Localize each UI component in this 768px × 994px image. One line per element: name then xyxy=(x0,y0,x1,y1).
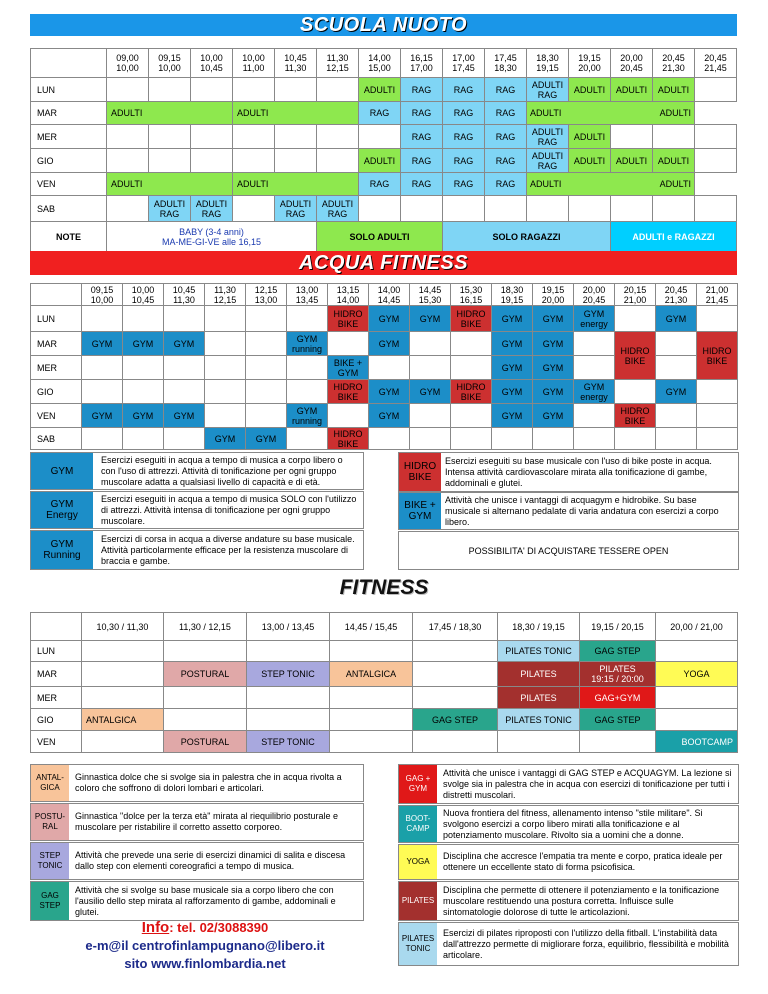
slot-rag: RAG xyxy=(159,208,180,219)
slot-adulti-rag xyxy=(527,78,569,102)
slot-rag: RAG xyxy=(485,102,527,125)
note-adulti-ragazzi: ADULTI e RAGAZZI xyxy=(611,222,737,253)
info-tel: : tel. 02/3088390 xyxy=(169,920,269,935)
time-header: 20,00 20,45 xyxy=(611,49,653,78)
slot-adulti-rag xyxy=(527,149,569,173)
legend-text: Attività che si svolge su base musicale sia a corpo libero che con l'ausilio dello step mirata al rafforzamento di gambe, addominali e glutei. xyxy=(75,884,336,917)
row-mar xyxy=(31,102,737,125)
slot-adulti-rag xyxy=(317,196,359,222)
scuola-nuoto-title: SCUOLA NUOTO xyxy=(299,14,468,36)
slot-gym: GYM xyxy=(533,332,574,356)
slot-adulti: ADULTI xyxy=(279,198,312,209)
legend-text: Ginnastica dolce che si svolge sia in palestra che in acqua rivolta a coloro che soffrono di dolori lombari e articolari. xyxy=(75,772,342,793)
slot-adulti-wide xyxy=(527,173,695,196)
slot-adulti: ADULTI xyxy=(569,78,611,102)
legend-key: ANTAL- GICA xyxy=(31,765,69,801)
slot-gym: GYM xyxy=(656,306,697,332)
slot-adulti: ADULTI xyxy=(530,108,562,118)
day-label: VEN xyxy=(31,173,107,196)
slot-hidro-bike: HIDRO BIKE xyxy=(328,306,369,332)
time-header: 20,45 21,45 xyxy=(695,49,737,78)
day-label: MER xyxy=(31,356,82,380)
slot-step-tonic: STEP TONIC xyxy=(247,731,330,753)
day-label: LUN xyxy=(31,641,82,662)
legend-postural xyxy=(30,803,364,841)
row-sab xyxy=(31,428,738,450)
day-label: SAB xyxy=(31,428,82,450)
slot-gym: GYM xyxy=(492,332,533,356)
note-solo-ragazzi: SOLO RAGAZZI xyxy=(443,222,611,253)
time-header: 09,00 10,00 xyxy=(107,49,149,78)
scuola-nuoto-table xyxy=(30,48,737,253)
legend-key: STEP TONIC xyxy=(31,843,69,879)
slot-rag: RAG xyxy=(401,78,443,102)
slot-gym: GYM xyxy=(492,306,533,332)
corner-cell xyxy=(31,284,82,306)
legend-key: GAG STEP xyxy=(31,882,69,920)
legend-key: BIKE + GYM xyxy=(399,493,441,529)
slot-gag-gym: GAG+GYM xyxy=(580,687,656,709)
slot-adulti-rag xyxy=(149,196,191,222)
fitness-header-row xyxy=(31,613,738,641)
slot-gym: GYM xyxy=(82,332,123,356)
legend-bike-gym xyxy=(398,492,739,530)
legend-text: Disciplina che permette di ottenere il potenziamento e la tonificazione muscolare restituendo una postura corretta. Influisce sulle sintomatologie dolorose di tutte le articolazioni. xyxy=(443,884,720,917)
time-header: 17,45 18,30 xyxy=(485,49,527,78)
slot-adulti: ADULTI xyxy=(531,150,564,161)
slot-rag: RAG xyxy=(443,149,485,173)
slot-postural: POSTURAL xyxy=(164,662,247,687)
time-header: 10,00 10,45 xyxy=(123,284,164,306)
day-label: GIO xyxy=(31,149,107,173)
legend-key: POSTU- RAL xyxy=(31,804,69,840)
row-lun xyxy=(31,306,738,325)
slot-hidro-bike: HIDRO BIKE xyxy=(615,404,656,428)
slot-rag: RAG xyxy=(285,208,306,219)
scuola-nuoto-banner xyxy=(30,14,737,36)
legend-pilates-tonic xyxy=(398,922,739,966)
slot-rag: RAG xyxy=(359,173,401,196)
time-header: 09,15 10,00 xyxy=(82,284,123,306)
row-sab xyxy=(31,196,737,222)
slot-gym: GYM xyxy=(369,380,410,404)
legend-gag-gym xyxy=(398,764,739,804)
slot-rag: RAG xyxy=(443,78,485,102)
slot-gym-energy: GYM energy xyxy=(574,380,615,404)
slot-gag-step: GAG STEP xyxy=(413,709,498,731)
slot-pilates-tonic: PILATES TONIC xyxy=(498,709,580,731)
slot-adulti-rag xyxy=(191,196,233,222)
slot-bootcamp: BOOTCAMP xyxy=(656,731,738,753)
slot-hidro-bike: HIDRO BIKE xyxy=(328,428,369,450)
slot-hidro-bike: HIDRO BIKE xyxy=(697,332,738,380)
time-header: 20,15 21,00 xyxy=(615,284,656,306)
slot-gym: GYM xyxy=(164,332,205,356)
legend-text: Esercizi di corsa in acqua a diverse andature su base musicale. Attività particolarmente efficace per la resistenza muscolare di braccia e gambe. xyxy=(101,533,355,566)
slot-gym: GYM xyxy=(82,404,123,428)
slot-gym: GYM xyxy=(533,380,574,404)
legend-text: Attività che prevede una serie di esercizi dinamici di salita e discesa dallo step con elementi coreografici a tempo di musica. xyxy=(75,850,346,871)
legend-key: BOOT- CAMP xyxy=(399,806,437,842)
time-header: 10,00 10,45 xyxy=(191,49,233,78)
day-label: SAB xyxy=(31,196,107,222)
time-header: 13,00 / 13,45 xyxy=(247,613,330,641)
slot-adulti: ADULTI xyxy=(321,198,354,209)
slot-adulti: ADULTI xyxy=(611,149,653,173)
info-email[interactable]: e-m@il centrofinlampugnano@libero.it xyxy=(85,938,325,953)
time-header: 19,15 20,00 xyxy=(569,49,611,78)
legend-key: GAG + GYM xyxy=(399,765,437,803)
slot-adulti: ADULTI xyxy=(531,79,564,90)
slot-rag: RAG xyxy=(443,125,485,149)
legend-text: Ginnastica "dolce per la terza età" mirata al riequilibrio posturale e muscolare per ristabilire il corretto assetto corporeo. xyxy=(75,811,339,832)
slot-gym: GYM xyxy=(533,404,574,428)
legend-yoga xyxy=(398,844,739,880)
slot-adulti-rag xyxy=(275,196,317,222)
time-header: 17,45 / 18,30 xyxy=(413,613,498,641)
day-label: VEN xyxy=(31,404,82,428)
time-header: 14,00 15,00 xyxy=(359,49,401,78)
slot-rag: RAG xyxy=(401,173,443,196)
legend-gag-step xyxy=(30,881,364,921)
legend-gym-running xyxy=(30,530,364,570)
slot-gym: GYM xyxy=(492,380,533,404)
row-mar xyxy=(31,332,738,356)
scuola-header-row xyxy=(31,49,737,78)
slot-gag-step: GAG STEP xyxy=(580,641,656,662)
legend-step-tonic xyxy=(30,842,364,880)
slot-gym-energy: GYM energy xyxy=(574,306,615,332)
legend-bootcamp xyxy=(398,805,739,843)
slot-gym: GYM xyxy=(164,404,205,428)
info-label: Info xyxy=(141,919,170,936)
slot-gym: GYM xyxy=(369,332,410,356)
slot-rag: RAG xyxy=(537,136,558,147)
slot-adulti-rag xyxy=(527,125,569,149)
slot-pilates: PILATES xyxy=(498,662,580,687)
legend-hidro-bike xyxy=(398,452,739,492)
slot-rag: RAG xyxy=(485,149,527,173)
day-label: LUN xyxy=(31,306,82,332)
slot-gym: GYM xyxy=(205,428,246,450)
legend-key: PILATES TONIC xyxy=(399,923,437,965)
row-gio xyxy=(31,709,738,731)
time-header: 15,30 16,15 xyxy=(451,284,492,306)
day-label: LUN xyxy=(31,78,107,102)
slot-gym: GYM xyxy=(492,404,533,428)
legend-text: Esercizi eseguiti in acqua a tempo di musica SOLO con l'utilizzo di attrezzi. Attività intensa di tonificazione per ogni gruppo muscolare. xyxy=(101,493,357,526)
slot-step-tonic: STEP TONIC xyxy=(247,662,330,687)
legend-text: Attività che unisce i vantaggi di GAG STEP e ACQUAGYM. La lezione si svolge sia in palestra che in acqua con esercizi di tonificazione per tutti i distretti muscolari. xyxy=(443,767,732,800)
slot-adulti: ADULTI xyxy=(659,108,691,118)
legend-text: Attività che unisce i vantaggi di acquagym e hidrobike. Su base musicale si alternano pedalate di varia andatura con esercizi a corpo libero. xyxy=(445,494,719,527)
fitness-table xyxy=(30,612,738,753)
row-mer xyxy=(31,687,738,709)
slot-adulti: ADULTI xyxy=(530,179,562,189)
slot-rag: RAG xyxy=(443,173,485,196)
row-lun xyxy=(31,78,737,102)
slot-gym: GYM xyxy=(533,356,574,380)
corner-cell xyxy=(31,613,82,641)
slot-gym: GYM xyxy=(369,306,410,332)
slot-rag: RAG xyxy=(485,173,527,196)
legend-antalgica xyxy=(30,764,364,802)
day-label: GIO xyxy=(31,709,82,731)
day-label: MER xyxy=(31,687,82,709)
legend-text: Nuova frontiera del fitness, allenamento intenso "stile militare". Si svolgono esercizi a corpo libero mirati alla tonificazione e al potenziamento muscolare. Rivolto sia a uomini che a donne. xyxy=(443,807,703,840)
time-header: 18,30 19,15 xyxy=(527,49,569,78)
slot-antalgica: ANTALGICA xyxy=(330,662,413,687)
slot-gym-running: GYM running xyxy=(287,332,328,356)
slot-gym: GYM xyxy=(246,428,287,450)
row-ven xyxy=(31,173,737,196)
slot-adulti: ADULTI xyxy=(359,149,401,173)
time-header: 10,30 / 11,30 xyxy=(82,613,164,641)
legend-gym xyxy=(30,452,364,490)
slot-gym: GYM xyxy=(656,380,697,404)
slot-gym: GYM xyxy=(123,404,164,428)
slot-gym: GYM xyxy=(533,306,574,332)
day-label: MAR xyxy=(31,662,82,687)
time-header: 11,30 / 12,15 xyxy=(164,613,247,641)
row-gio xyxy=(31,380,738,404)
time-header: 20,45 21,30 xyxy=(653,49,695,78)
time-header: 11,30 12,15 xyxy=(317,49,359,78)
legend-text: Esercizi eseguiti in acqua a tempo di musica a corpo libero o con l'uso di attrezzi. Attività di tonificazione per ogni gruppo muscolare adatta a qualsiasi livello di capacità e di età. xyxy=(101,454,343,487)
row-lun xyxy=(31,641,738,662)
legend-key: PILATES xyxy=(399,882,437,920)
legend-text: Esercizi di pilates riproposti con l'utilizzo della fitball. L'instabilità data dall'attrezzo permette di migliorare forza, equilibrio, flessibilità e mobilità articolare. xyxy=(443,927,729,960)
time-header: 16,15 17,00 xyxy=(401,49,443,78)
slot-gym: GYM xyxy=(492,356,533,380)
time-header: 13,15 14,00 xyxy=(328,284,369,306)
slot-pilates-tonic: PILATES TONIC xyxy=(498,641,580,662)
acqua-fitness-title: ACQUA FITNESS xyxy=(298,252,469,274)
row-gio xyxy=(31,149,737,173)
time-header: 19,15 20,00 xyxy=(533,284,574,306)
corner-cell xyxy=(31,49,107,78)
slot-adulti: ADULTI xyxy=(107,102,233,125)
row-mar xyxy=(31,662,738,687)
time-header: 12,15 13,00 xyxy=(246,284,287,306)
fitness-title: FITNESS xyxy=(339,576,429,599)
slot-rag: RAG xyxy=(359,102,401,125)
legend-text: Disciplina che accresce l'empatia tra mente e corpo, pratica ideale per ottenere un eccellente stato di forma psicofisica. xyxy=(443,851,723,872)
slot-rag: RAG xyxy=(485,125,527,149)
note-solo-adulti: SOLO ADULTI xyxy=(317,222,443,253)
slot-adulti-wide xyxy=(527,102,695,125)
time-header: 10,45 11,30 xyxy=(275,49,317,78)
acqua-fitness-table xyxy=(30,283,738,450)
slot-rag: RAG xyxy=(537,89,558,100)
slot-adulti: ADULTI xyxy=(611,78,653,102)
time-header: 13,00 13,45 xyxy=(287,284,328,306)
slot-hidro-bike: HIDRO BIKE xyxy=(328,380,369,404)
slot-pilates-late: PILATES 19:15 / 20:00 xyxy=(580,662,656,687)
slot-adulti: ADULTI xyxy=(153,198,186,209)
slot-rag: RAG xyxy=(201,208,222,219)
slot-adulti: ADULTI xyxy=(569,149,611,173)
time-header: 19,15 / 20,15 xyxy=(580,613,656,641)
slot-adulti: ADULTI xyxy=(107,173,233,196)
tessere-text: POSSIBILITA' DI ACQUISTARE TESSERE OPEN xyxy=(468,545,669,556)
slot-rag: RAG xyxy=(443,102,485,125)
slot-rag: RAG xyxy=(537,160,558,171)
slot-postural: POSTURAL xyxy=(164,731,247,753)
slot-pilates: PILATES xyxy=(498,687,580,709)
time-header: 14,45 / 15,45 xyxy=(330,613,413,641)
slot-adulti: ADULTI xyxy=(195,198,228,209)
legend-key: GYM Energy xyxy=(31,492,93,528)
slot-adulti: ADULTI xyxy=(653,149,695,173)
slot-adulti: ADULTI xyxy=(569,125,611,149)
time-header: 21,00 21,45 xyxy=(697,284,738,306)
day-label: MAR xyxy=(31,102,107,125)
time-header: 11,30 12,15 xyxy=(205,284,246,306)
time-header: 14,00 14,45 xyxy=(369,284,410,306)
row-ven xyxy=(31,404,738,428)
legend-key: GYM xyxy=(31,453,93,489)
legend-gym-energy xyxy=(30,491,364,529)
slot-adulti: ADULTI xyxy=(659,179,691,189)
legend-key: GYM Running xyxy=(31,531,93,569)
day-label: GIO xyxy=(31,380,82,404)
time-header: 20,45 21,30 xyxy=(656,284,697,306)
legend-key: YOGA xyxy=(399,845,437,879)
slot-hidro-bike: HIDRO BIKE xyxy=(615,332,656,380)
legend-pilates xyxy=(398,881,739,921)
slot-gym-running: GYM running xyxy=(287,404,328,428)
acqua-fitness-banner xyxy=(30,251,737,275)
slot-adulti: ADULTI xyxy=(531,126,564,137)
time-header: 20,00 20,45 xyxy=(574,284,615,306)
row-mer xyxy=(31,125,737,149)
row-note xyxy=(31,222,737,253)
slot-rag: RAG xyxy=(485,78,527,102)
slot-bike-gym: BIKE + GYM xyxy=(328,356,369,380)
info-block xyxy=(40,919,370,973)
time-header: 09,15 10,00 xyxy=(149,49,191,78)
slot-adulti: ADULTI xyxy=(359,78,401,102)
info-site[interactable]: sito www.finlombardia.net xyxy=(124,956,286,971)
time-header: 20,00 / 21,00 xyxy=(656,613,738,641)
slot-adulti: ADULTI xyxy=(233,173,359,196)
day-label: MAR xyxy=(31,332,82,356)
time-header: 10,45 11,30 xyxy=(164,284,205,306)
slot-rag: RAG xyxy=(401,125,443,149)
row-ven xyxy=(31,731,738,753)
slot-gym: GYM xyxy=(123,332,164,356)
slot-gym: GYM xyxy=(410,380,451,404)
time-header: 18,30 / 19,15 xyxy=(498,613,580,641)
slot-hidro-bike: HIDRO BIKE xyxy=(451,306,492,332)
slot-yoga: YOGA xyxy=(656,662,738,687)
legend-text: Esercizi eseguiti su base musicale con l'uso di bike poste in acqua. Intensa attività cardiovascolare mirata alla tonificazione di gambe, addominali e glutei. xyxy=(445,455,712,488)
time-header: 14,45 15,30 xyxy=(410,284,451,306)
time-header: 17,00 17,45 xyxy=(443,49,485,78)
day-label: MER xyxy=(31,125,107,149)
slot-gym: GYM xyxy=(369,404,410,428)
slot-gag-step: GAG STEP xyxy=(580,709,656,731)
slot-adulti: ADULTI xyxy=(233,102,359,125)
note-label: NOTE xyxy=(31,222,107,253)
slot-antalgica: ANTALGICA xyxy=(82,709,164,731)
day-label: VEN xyxy=(31,731,82,753)
info-line-tel xyxy=(40,919,370,937)
slot-adulti: ADULTI xyxy=(653,78,695,102)
slot-hidro-bike: HIDRO BIKE xyxy=(451,380,492,404)
time-header: 10,00 11,00 xyxy=(233,49,275,78)
slot-rag: RAG xyxy=(401,102,443,125)
slot-rag: RAG xyxy=(401,149,443,173)
time-header: 18,30 19,15 xyxy=(492,284,533,306)
slot-rag: RAG xyxy=(327,208,348,219)
legend-key: HIDRO BIKE xyxy=(399,453,441,491)
note-baby: BABY (3-4 anni) MA-ME-GI-VE alle 16,15 xyxy=(107,222,317,253)
tessere-note xyxy=(398,531,739,570)
acqua-header-row xyxy=(31,284,738,306)
slot-gym: GYM xyxy=(410,306,451,332)
